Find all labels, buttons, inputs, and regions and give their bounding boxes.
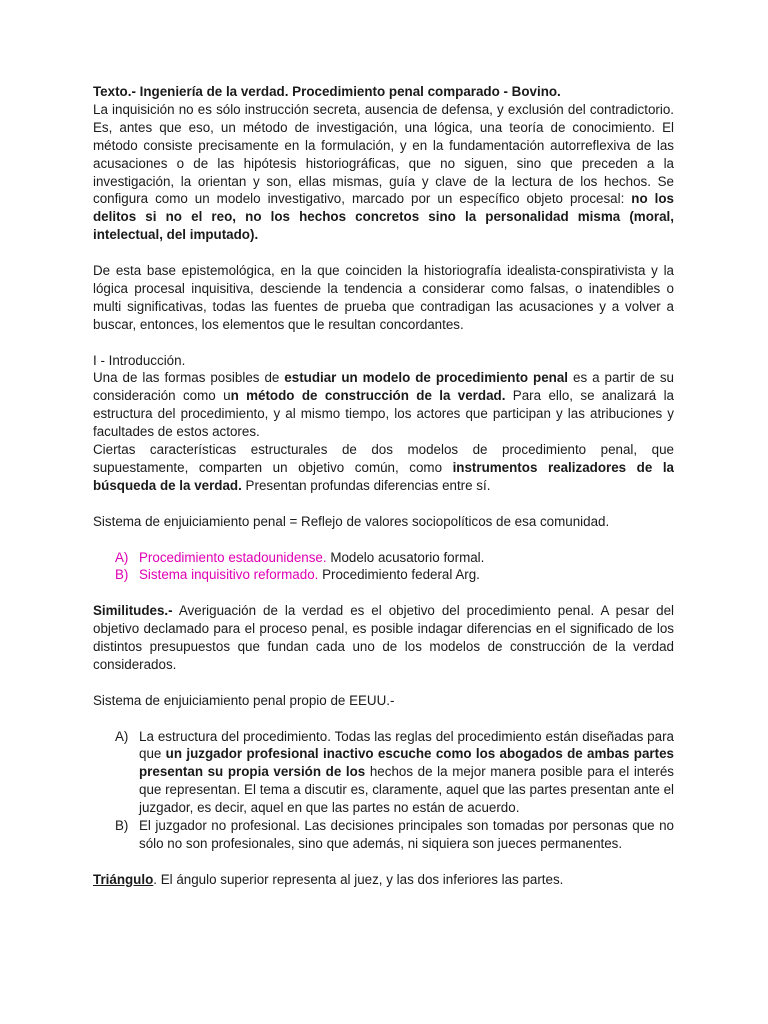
paragraph-caracteristicas: Ciertas características estructurales de dos modelos de procedimiento penal, que supuestamente, comparten un objetivo común, como instrumentos realizadores de la búsqueda de la verdad. Presentan profundas diferencias entre sí.	[93, 442, 674, 493]
document-title: Texto.- Ingeniería de la verdad. Procedimiento penal comparado - Bovino.	[93, 84, 561, 99]
paragraph-triangulo: Triángulo. El ángulo superior representa al juez, y las dos inferiores las partes.	[93, 871, 564, 887]
list-item: B) El juzgador no profesional. Las decisiones principales son tomadas por personas que no sólo no son profesionales, sino que además, ni siquiera son jueces permanentes.	[115, 818, 674, 851]
section-heading-introduccion: I - Introducción.	[93, 352, 186, 368]
paragraph-modelo: Una de las formas posibles de estudiar un modelo de procedimiento penal es a partir de su consideración como un método de construcción de la verdad. Para ello, se analizará la estructura del procedimiento, y al mismo tiempo, los actores que participan y las atribuciones y facultades de estos actores.	[93, 370, 675, 440]
paragraph-sistema-enjuiciamiento: Sistema de enjuiciamiento penal = Reflejo de valores sociopolíticos de esa comunidad.	[93, 513, 610, 529]
paragraph-epistemologica: De esta base epistemológica, en la que coinciden la historiografía idealista-conspirativista y la lógica procesal inquisitiva, desciende la tendencia a considerar como falsas, o inatendibles o multi significativas, todas las fuentes de prueba que contradigan las acusaciones y a volver a buscar, entonces, los elementos que le resultan concordantes.	[93, 263, 674, 332]
list-item: A) La estructura del procedimiento. Todas las reglas del procedimiento están diseñadas para que un juzgador profesional inactivo escuche como los abogados de ambas partes presentan su propia versión de los hechos de la mejor manera posible para el interés que representan. El tema a discutir es, claramente, aquel que las partes presentan ante el juzgador, es decir, aquel en que las partes no están de acuerdo.	[115, 728, 675, 816]
list-item: B) Sistema inquisitivo reformado. Procedimiento federal Arg.	[115, 567, 480, 583]
pink-text: Procedimiento estadounidense.	[139, 549, 327, 565]
model-list	[93, 549, 674, 585]
pink-text: Sistema inquisitivo reformado.	[139, 567, 319, 583]
eeuu-list	[93, 728, 674, 853]
document-body	[93, 83, 674, 889]
list-item: A) Procedimiento estadounidense. Modelo acusatorio formal.	[115, 549, 485, 565]
paragraph-inquisicion: La inquisición no es sólo instrucción secreta, ausencia de defensa, y exclusión del contradictorio. Es, antes que eso, un método de investigación, una lógica, una teoría de conocimiento. El método consiste precisamente en la formulación, y en la fundamentación autorreflexiva de las acusaciones o de las hipótesis historiográficas, que no siguen, sino que preceden a la investigación, la orientan y son, ellas mismas, guía y clave de la lectura de los hechos. Se configura como un modelo investigativo, marcado por un específico objeto procesal: no los delitos si no el reo, no los hechos concretos sino la personalidad misma (moral, intelectual, del imputado).	[93, 101, 674, 243]
paragraph-sistema-eeuu: Sistema de enjuiciamiento penal propio de EEUU.-	[93, 692, 395, 708]
paragraph-similitudes: Similitudes.- Averiguación de la verdad es el objetivo del procedimiento penal. A pesar del objetivo declamado para el proceso penal, es posible indagar diferencias en el significado de los distintos presupuestos que fundan cada uno de los modelos de construcción de la verdad considerados.	[93, 603, 674, 672]
